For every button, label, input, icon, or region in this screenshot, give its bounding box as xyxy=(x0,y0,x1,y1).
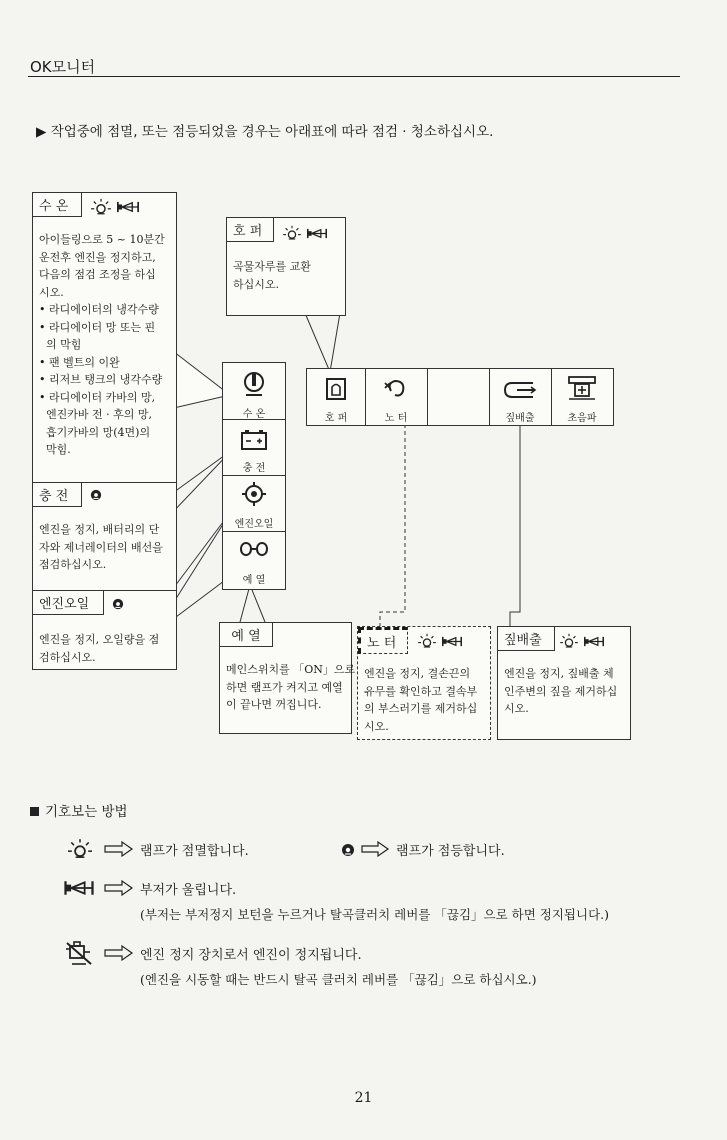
monitor-label-engine-oil: 엔진오일 xyxy=(234,519,274,530)
instruction-line: 하십시오. xyxy=(233,277,280,291)
legend-steady-text: 램프가 점등합니다. xyxy=(396,844,505,859)
hopper-title: 호 퍼 xyxy=(227,218,274,242)
intro-bullet: ▶ xyxy=(36,124,47,140)
instruction-line: 엔진카바 전 · 후의 망, xyxy=(39,408,152,421)
instruction-line: 엔진을 정지, 결손끈의 xyxy=(364,667,471,680)
charge-title: 충 전 xyxy=(33,483,82,507)
page-number: 21 xyxy=(354,1090,373,1106)
instruction-line: 의 부스러기를 제거하십 xyxy=(364,702,478,715)
intro-text: 작업중에 점멸, 또는 점등되었을 경우는 아래표에 따라 점검 · 청소하십시오. xyxy=(50,124,494,140)
steady-lamp-icon xyxy=(340,843,356,857)
instruction-line: • 라디에이터 망 또는 핀 xyxy=(39,320,156,334)
arrow-icon xyxy=(362,842,388,856)
instruction-line: 시오. xyxy=(364,719,389,733)
instruction-line: 막힘. xyxy=(39,443,71,456)
instruction-line: 자와 제너레이터의 배선을 xyxy=(39,540,163,554)
legend-buzzer-text: 부저가 울립니다. xyxy=(140,883,237,898)
instruction-line: 시오. xyxy=(39,285,64,299)
instruction-line: 엔진을 정지, 짚배출 체 xyxy=(504,667,614,680)
engine-stop-icon xyxy=(64,940,94,966)
instruction-line: 유무를 확인하고 결속부 xyxy=(364,684,478,698)
instruction-line: 의 막힘 xyxy=(39,338,82,351)
blinking-lamp-icon xyxy=(68,838,92,860)
monitor-label-straw: 짚배출 xyxy=(505,413,535,424)
legend-engine-stop-text: 엔진 정지 장치로서 엔진이 정지됩니다. xyxy=(140,948,362,963)
buzzer-icon xyxy=(64,879,94,897)
instruction-line: 인주변의 짚을 제거하십 xyxy=(504,684,618,698)
legend-title-text: 기호보는 방법 xyxy=(45,804,128,820)
arrow-icon xyxy=(105,946,132,960)
instruction-line: • 팬 벨트의 이완 xyxy=(39,355,120,369)
instruction-line: • 라디에이터 카바의 망, xyxy=(39,390,156,404)
instruction-line: 흡기카바의 망(4면)의 xyxy=(39,425,151,439)
monitor-label-preheat: 예 열 xyxy=(242,575,266,586)
arrow-icon xyxy=(105,842,132,856)
engine-oil-title: 엔진오일 xyxy=(33,591,104,615)
instruction-line: 시오. xyxy=(504,702,529,715)
preheat-title: 예 열 xyxy=(220,623,273,647)
water-temp-title: 수 온 xyxy=(33,193,82,217)
instruction-line: 엔진을 정지, 배터리의 단 xyxy=(39,523,160,536)
monitor-label-water: 수 온 xyxy=(242,409,266,420)
instruction-line: • 리저브 탱크의 냉각수량 xyxy=(39,373,163,386)
instruction-line: 검하십시오. xyxy=(39,650,96,664)
page-header-title: OK모니터 xyxy=(30,58,96,76)
monitor-label-ultrasonic: 초음파 xyxy=(567,413,597,424)
instruction-line: 메인스위치를 「ON」으로 xyxy=(226,663,356,676)
monitor-label-charge: 충 전 xyxy=(242,463,266,474)
straw-discharge-title: 짚배출 xyxy=(498,627,555,651)
instruction-line: 곡물자루를 교환 xyxy=(233,260,311,273)
instruction-line: 점검하십시오. xyxy=(39,558,107,571)
instruction-line: 이 끝나면 꺼집니다. xyxy=(226,698,322,711)
arrow-icon xyxy=(105,881,132,895)
legend-blink-text: 램프가 점멸합니다. xyxy=(140,844,249,859)
instruction-line: 엔진을 정지, 오일량을 점 xyxy=(39,633,160,646)
instruction-line: 운전후 엔진을 정지하고, xyxy=(39,250,156,264)
monitor-label-hopper: 호 퍼 xyxy=(324,413,348,424)
legend-buzzer-note: (부저는 부저정지 보턴을 누르거나 탈곡클러치 레버를 「끊김」으로 하면 정지됩니다.) xyxy=(140,907,609,922)
instruction-line: 아이들링으로 5 ~ 10분간 xyxy=(39,233,165,246)
monitor-label-knotter: 노 터 xyxy=(384,413,408,424)
instruction-line: 하면 램프가 켜지고 예열 xyxy=(226,680,343,694)
legend-engine-stop-note: (엔진을 시동할 때는 반드시 탈곡 클러치 레버를 「끊김」으로 하십시오.) xyxy=(140,972,537,987)
knotter-title: 노 터 xyxy=(358,627,408,654)
instruction-line: • 라디에이터의 냉각수량 xyxy=(39,303,159,316)
instruction-line: 다음의 점검 조정을 하십 xyxy=(39,268,156,281)
